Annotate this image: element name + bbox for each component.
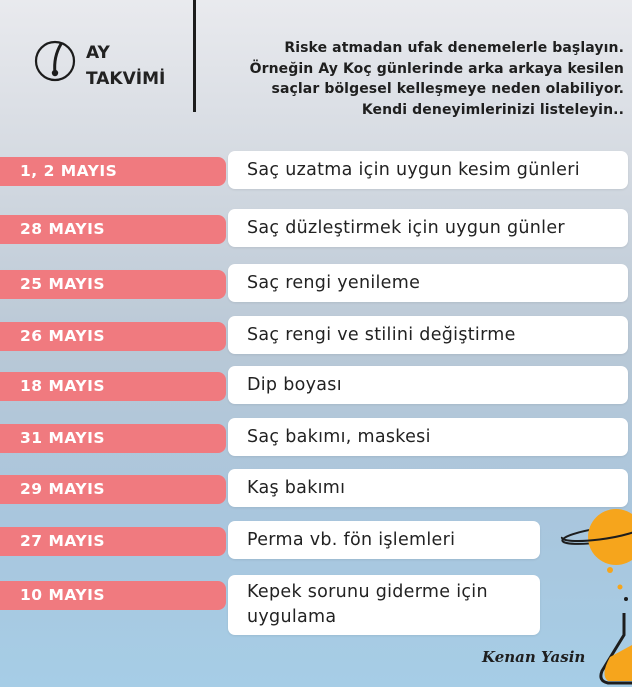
calendar-row bbox=[0, 316, 632, 366]
date-label: 10 MAYIS bbox=[0, 581, 226, 610]
date-label: 29 MAYIS bbox=[0, 475, 226, 504]
intro-line: Örneğin Ay Koç günlerinde arka arkaya kesilen bbox=[249, 60, 624, 77]
date-label: 26 MAYIS bbox=[0, 322, 226, 351]
date-label: 1, 2 MAYIS bbox=[0, 157, 226, 186]
date-label: 28 MAYIS bbox=[0, 215, 226, 244]
activity-card: Saç uzatma için uygun kesim günleri bbox=[228, 151, 628, 189]
calendar-row bbox=[0, 209, 632, 259]
header-divider bbox=[193, 0, 196, 112]
activity-card: Saç bakımı, maskesi bbox=[228, 418, 628, 456]
intro-text bbox=[204, 38, 624, 120]
signature: Kenan Yasin bbox=[482, 648, 586, 666]
date-label: 18 MAYIS bbox=[0, 372, 226, 401]
activity-text-line: Kepek sorunu giderme için bbox=[247, 582, 488, 602]
activity-card bbox=[228, 575, 540, 635]
brand-title bbox=[86, 40, 165, 92]
activity-card: Dip boyası bbox=[228, 366, 628, 404]
activity-card: Kaş bakımı bbox=[228, 469, 628, 507]
calendar-row bbox=[0, 151, 632, 201]
activity-text-line: uygulama bbox=[247, 607, 337, 627]
calendar-row bbox=[0, 264, 632, 314]
hair-strand-logo-icon bbox=[34, 40, 76, 82]
date-label: 31 MAYIS bbox=[0, 424, 226, 453]
activity-card: Saç rengi yenileme bbox=[228, 264, 628, 302]
brand-line-1: AY bbox=[86, 43, 110, 63]
date-label: 27 MAYIS bbox=[0, 527, 226, 556]
intro-line: Kendi deneyimlerinizi listeleyin.. bbox=[361, 101, 624, 118]
calendar-row bbox=[0, 521, 632, 571]
activity-card: Saç düzleştirmek için uygun günler bbox=[228, 209, 628, 247]
calendar-row bbox=[0, 366, 632, 416]
calendar-row bbox=[0, 418, 632, 468]
calendar-row bbox=[0, 469, 632, 519]
intro-line: saçlar bölgesel kelleşmeye neden olabiliyor. bbox=[271, 81, 624, 97]
activity-card: Saç rengi ve stilini değiştirme bbox=[228, 316, 628, 354]
activity-card: Perma vb. fön işlemleri bbox=[228, 521, 540, 559]
intro-line: Riske atmadan ufak denemelerle başlayın. bbox=[284, 40, 624, 56]
date-label: 25 MAYIS bbox=[0, 270, 226, 299]
brand-line-2: TAKVİMİ bbox=[86, 69, 166, 89]
calendar-row bbox=[0, 575, 632, 639]
